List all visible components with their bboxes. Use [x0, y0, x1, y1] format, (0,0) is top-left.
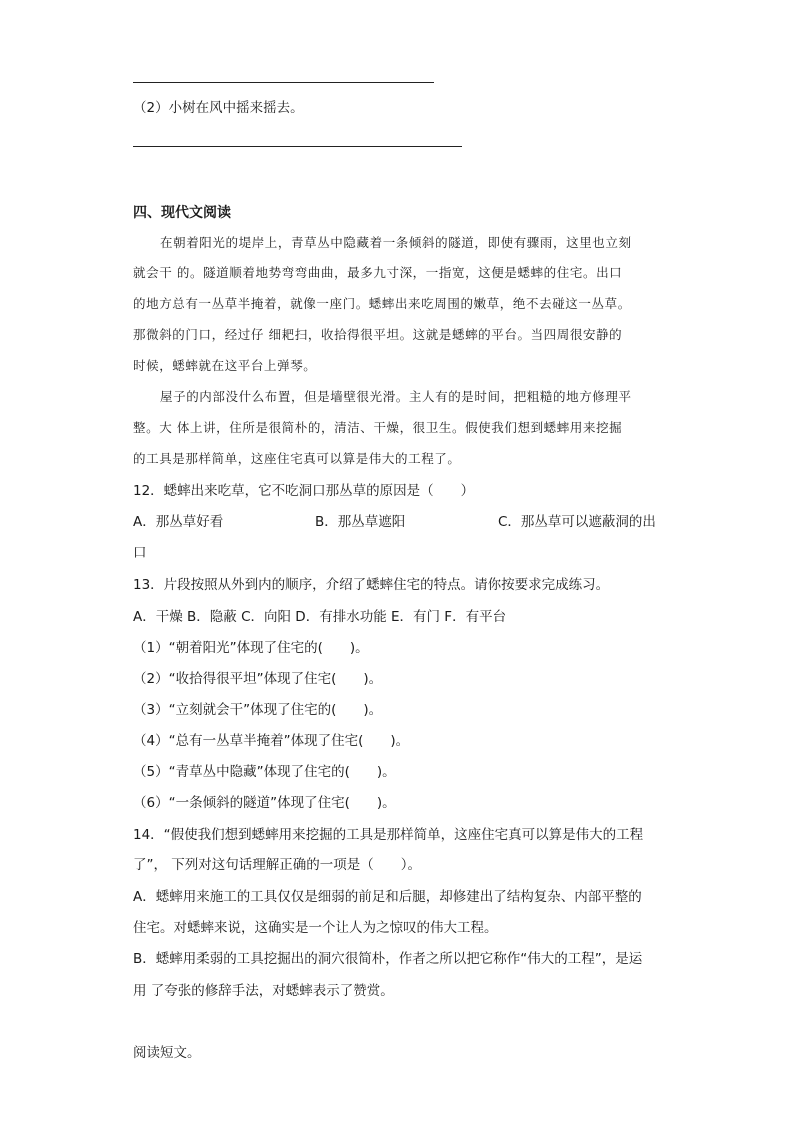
- passage-line: 的工具是那样简单，这座住宅真可以算是伟大的工程了。: [133, 451, 461, 466]
- section-title: 四、现代文阅读: [133, 205, 231, 221]
- question-13-item[interactable]: （1）“朝着阳光”体现了住宅的( )。: [133, 640, 369, 656]
- question-12-option-c-continued: 口: [133, 545, 147, 561]
- reading-instruction: 阅读短文。: [133, 1045, 201, 1061]
- question-14-stem-continued: 了”， 下列对这句话理解正确的一项是（ ）。: [133, 857, 422, 873]
- question-12-option-c[interactable]: C．那丛草可以遮蔽洞的出: [498, 514, 656, 530]
- answer-line-2[interactable]: [133, 146, 462, 147]
- answer-line-1[interactable]: [133, 82, 434, 83]
- exercise-item-2: （2）小树在风中摇来摇去。: [133, 100, 304, 116]
- question-14-option-b-continued: 用 了夸张的修辞手法，对蟋蟀表示了赞赏。: [133, 983, 394, 999]
- question-12-option-a[interactable]: A．那丛草好看: [133, 514, 224, 530]
- passage-line: 在朝着阳光的堤岸上，青草丛中隐藏着一条倾斜的隧道，即使有骤雨，这里也立刻: [160, 235, 632, 250]
- passage-line: 就会干 的。隧道顺着地势弯弯曲曲，最多九寸深，一指宽，这便是蟋蟀的住宅。出口: [133, 265, 623, 280]
- passage-line: 时候，蟋蟀就在这平台上弹琴。: [133, 358, 317, 373]
- question-13-stem: 13．片段按照从外到内的顺序，介绍了蟋蟀住宅的特点。请你按要求完成练习。: [133, 577, 610, 593]
- passage-line: 的地方总有一丛草半掩着，就像一座门。蟋蟀出来吃周围的嫩草，绝不去碰这一丛草。: [133, 296, 631, 311]
- passage-line: 那微斜的门口，经过仔 细耙扫，收拾得很平坦。这就是蟋蟀的平台。当四周很安静的: [133, 327, 623, 342]
- passage-line: 整。大 体上讲，住所是很简朴的，清洁、干燥，很卫生。假使我们想到蟋蟀用来挖掘: [133, 420, 623, 435]
- question-13-item[interactable]: （4）“总有一丛草半掩着”体现了住宅( )。: [133, 733, 410, 749]
- question-14-option-b[interactable]: B．蟋蟀用柔弱的工具挖掘出的洞穴很简朴，作者之所以把它称作“伟大的工程”，是运: [133, 951, 643, 967]
- question-13-choices: A．干燥 B．隐蔽 C．向阳 D．有排水功能 E．有门 F．有平台: [133, 609, 507, 625]
- question-14-stem: 14．“假使我们想到蟋蟀用来挖掘的工具是那样简单，这座住宅真可以算是伟大的工程: [133, 827, 644, 843]
- question-14-option-a-continued: 住宅。对蟋蟀来说，这确实是一个让人为之惊叹的伟大工程。: [133, 920, 498, 936]
- question-13-item[interactable]: （5）“青草丛中隐藏”体现了住宅的( )。: [133, 764, 396, 780]
- passage-line: 屋子的内部没什么布置，但是墙壁很光滑。主人有的是时间，把粗糙的地方修理平: [160, 389, 632, 404]
- question-13-item[interactable]: （6）“一条倾斜的隧道”体现了住宅( )。: [133, 795, 396, 811]
- question-13-item[interactable]: （3）“立刻就会干”体现了住宅的( )。: [133, 702, 383, 718]
- question-14-option-a[interactable]: A．蟋蟀用来施工的工具仅仅是细弱的前足和后腿，却修建出了结构复杂、内部平整的: [133, 889, 642, 905]
- question-13-item[interactable]: （2）“收拾得很平坦”体现了住宅( )。: [133, 671, 383, 687]
- question-12-stem: 12．蟋蟀出来吃草，它不吃洞口那丛草的原因是（ ）: [133, 483, 475, 499]
- question-12-option-b[interactable]: B．那丛草遮阳: [315, 514, 406, 530]
